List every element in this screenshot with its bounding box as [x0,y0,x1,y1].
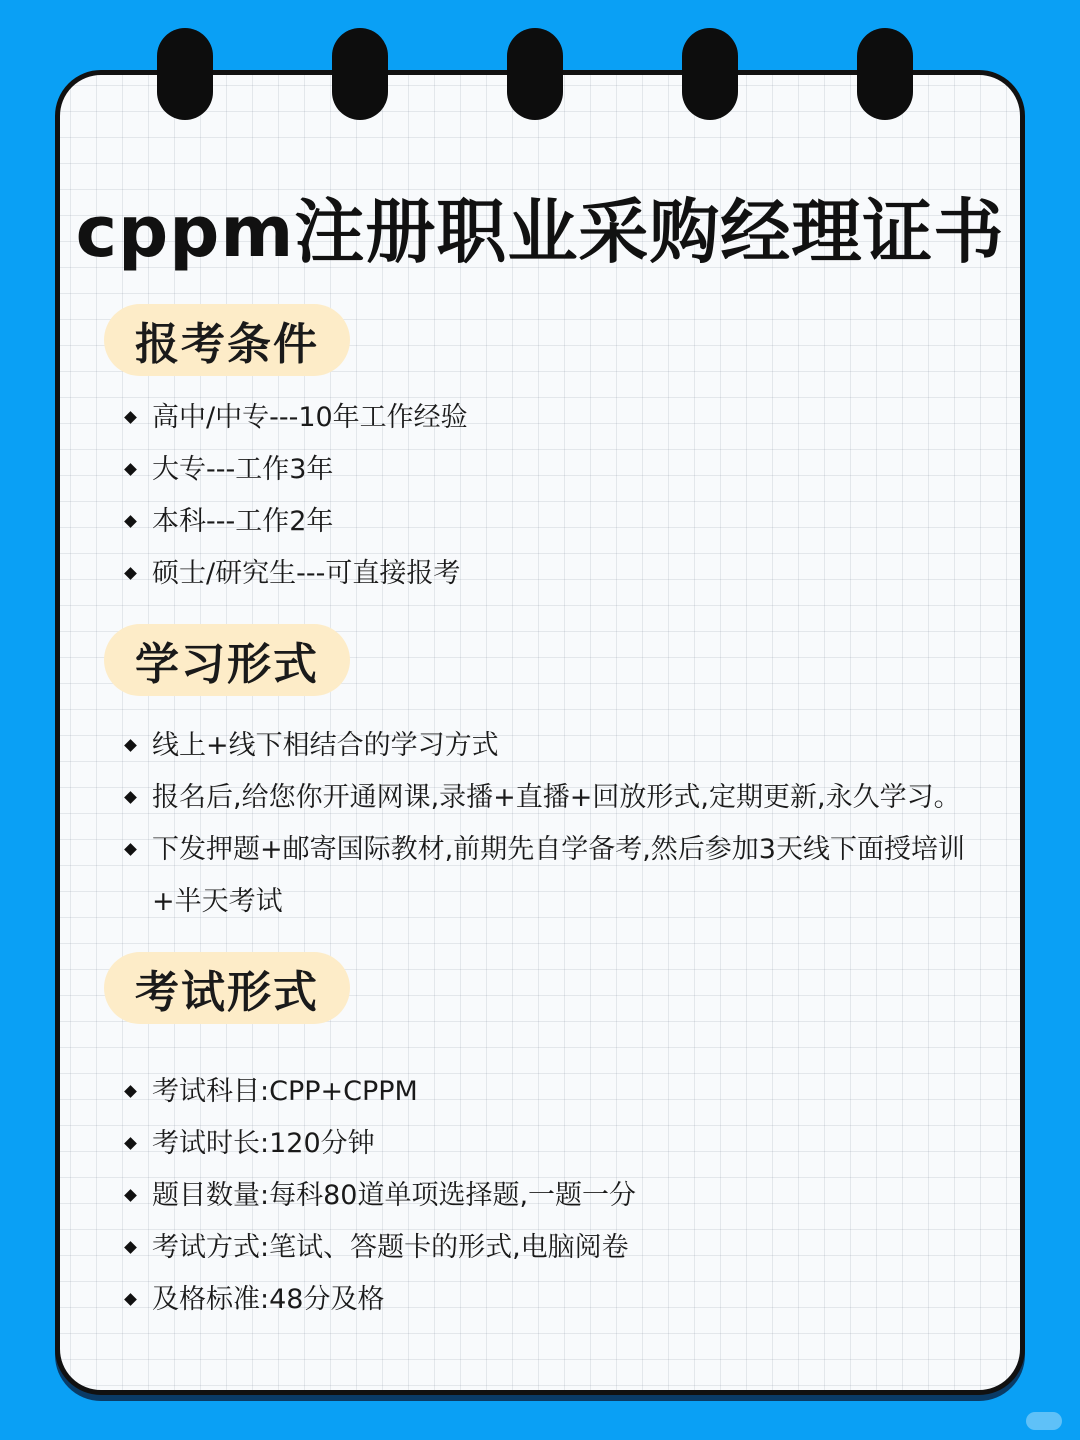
list-item [122,1118,1002,1170]
section-heading-requirements: 报考条件 [104,304,350,376]
list-item-text: 下发押题+邮寄国际教材,前期先自学备考,然后参加3天线下面授培训+半天考试 [152,834,965,917]
binder-ring [157,28,213,120]
list-item-text: 高中/中专---10年工作经验 [152,402,468,433]
list-item-text: 及格标准:48分及格 [152,1284,385,1315]
list-item [122,772,1002,824]
list-item [122,1222,1002,1274]
list-item [122,496,1002,548]
list-item-text: 报名后,给您你开通网课,录播+直播+回放形式,定期更新,永久学习。 [152,782,961,813]
binder-ring [857,28,913,120]
diamond-bullet-icon [124,739,137,752]
binder-ring [682,28,738,120]
list-item [122,548,1002,600]
list-item [122,392,1002,444]
watermark-badge [1026,1412,1062,1430]
diamond-bullet-icon [124,843,137,856]
list-item-text: 考试方式:笔试、答题卡的形式,电脑阅卷 [152,1232,629,1263]
diamond-bullet-icon [124,1137,137,1150]
diamond-bullet-icon [124,411,137,424]
list-item-text: 线上+线下相结合的学习方式 [152,730,499,761]
list-item-text: 大专---工作3年 [152,454,334,485]
binder-ring [507,28,563,120]
diamond-bullet-icon [124,567,137,580]
page-title: cppm注册职业采购经理证书 [75,191,1005,273]
diamond-bullet-icon [124,515,137,528]
diamond-bullet-icon [124,791,137,804]
list-item [122,824,1002,928]
diamond-bullet-icon [124,1293,137,1306]
diamond-bullet-icon [124,1189,137,1202]
study-format-list [122,720,1002,928]
requirements-list [122,392,1002,600]
binder-ring [332,28,388,120]
list-item-text: 考试时长:120分钟 [152,1128,375,1159]
list-item [122,1274,1002,1326]
list-item-text: 硕士/研究生---可直接报考 [152,558,461,589]
section-heading-study-format: 学习形式 [104,624,350,696]
list-item-text: 题目数量:每科80道单项选择题,一题一分 [152,1180,637,1211]
diamond-bullet-icon [124,463,137,476]
diamond-bullet-icon [124,1085,137,1098]
list-item [122,1066,1002,1118]
diamond-bullet-icon [124,1241,137,1254]
section-heading-exam-format: 考试形式 [104,952,350,1024]
list-item [122,1170,1002,1222]
list-item-text: 考试科目:CPP+CPPM [152,1076,418,1107]
exam-format-list [122,1066,1002,1326]
list-item [122,720,1002,772]
list-item-text: 本科---工作2年 [152,506,334,537]
list-item [122,444,1002,496]
